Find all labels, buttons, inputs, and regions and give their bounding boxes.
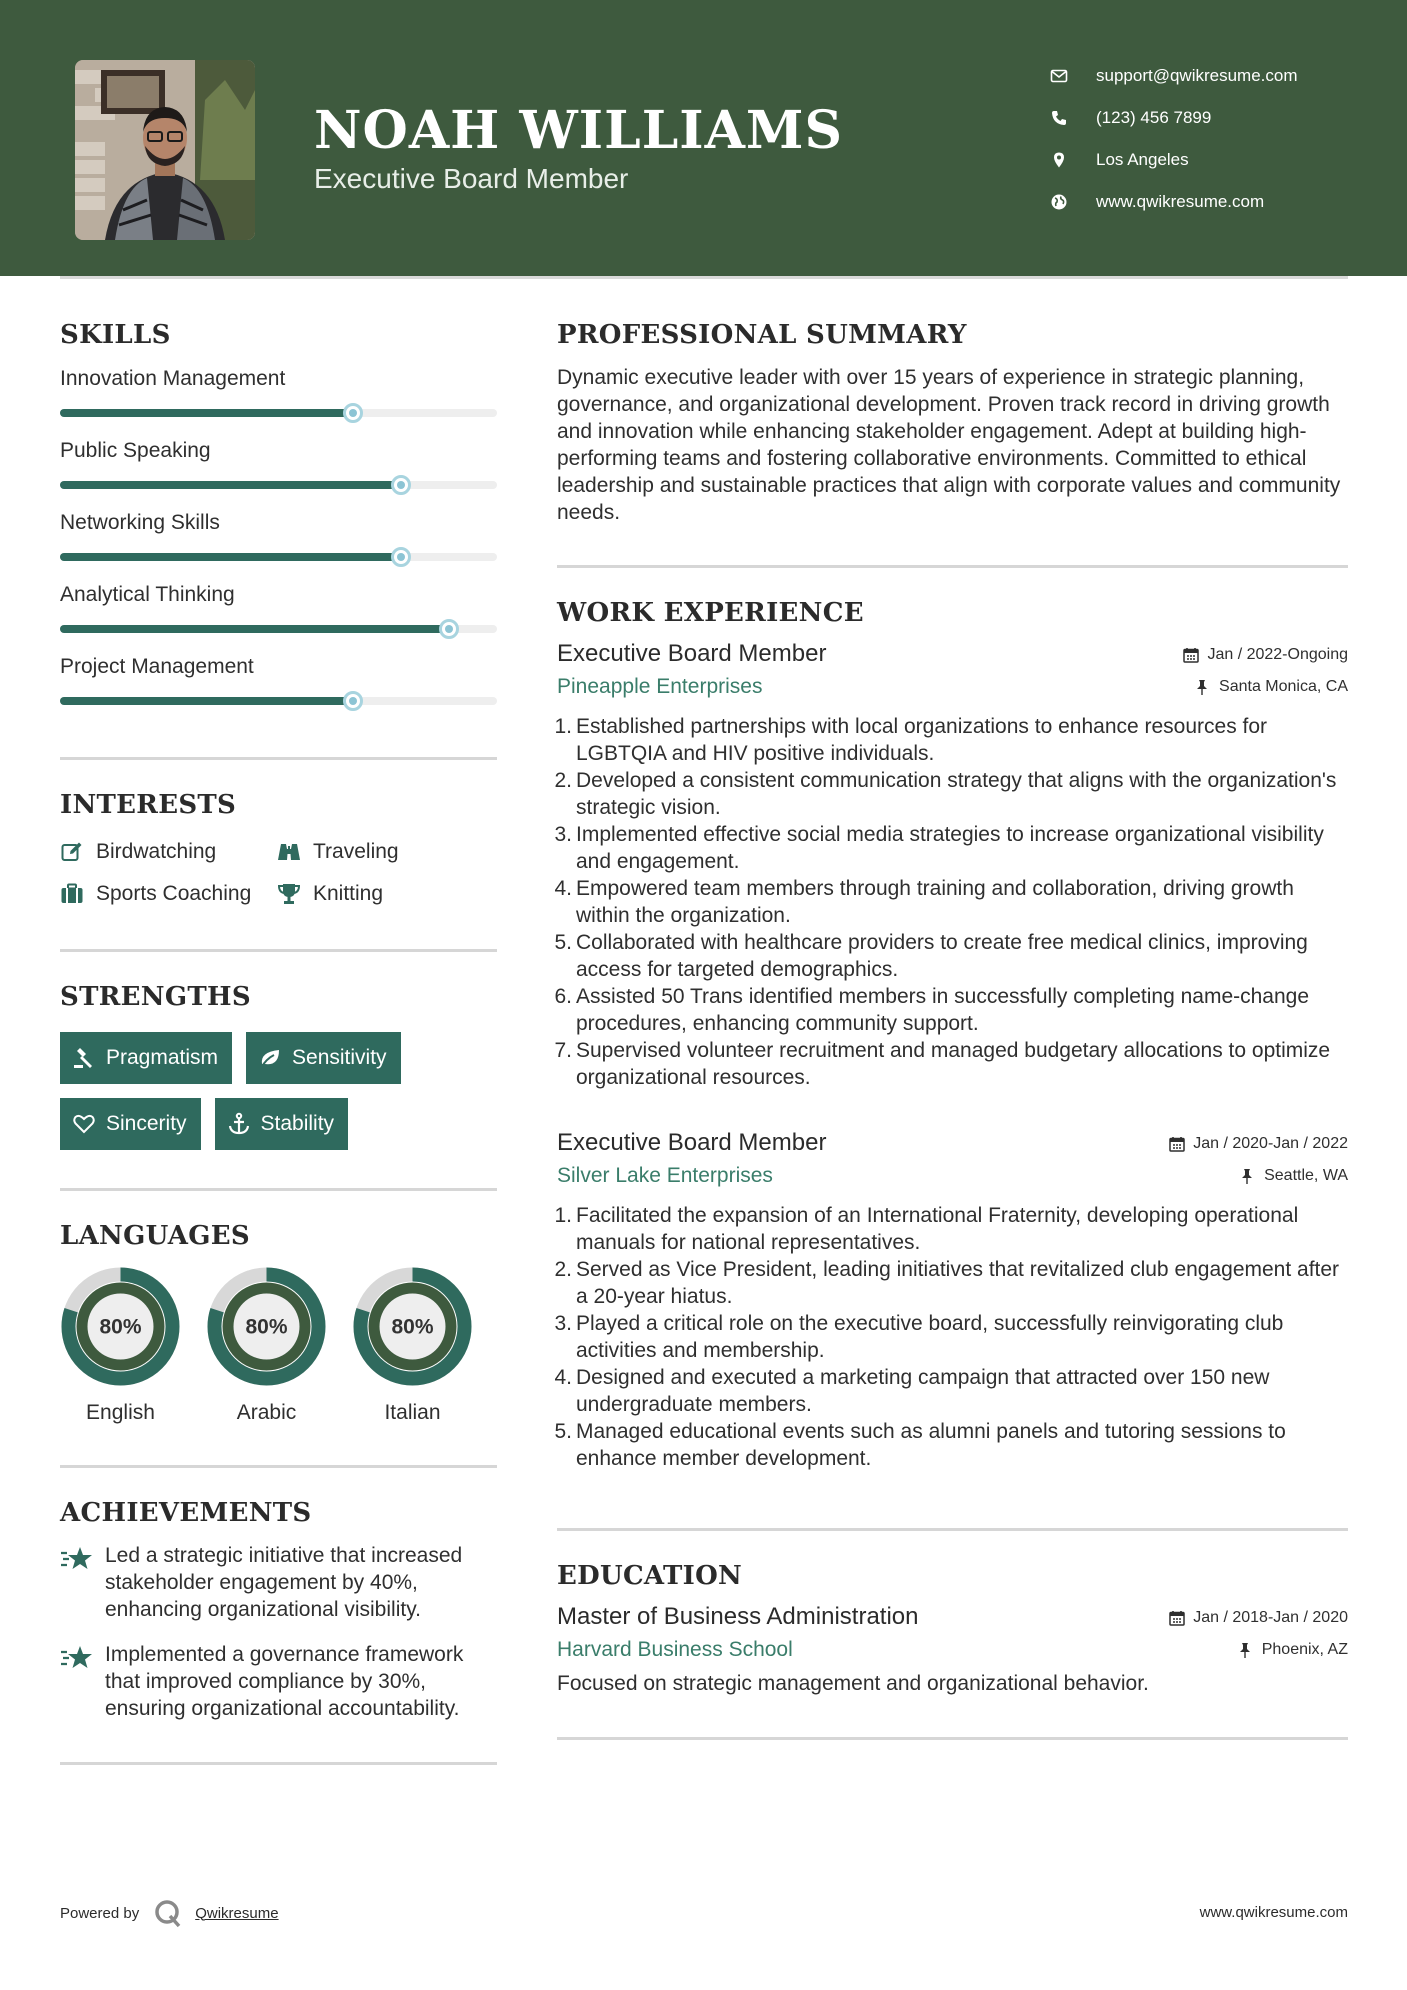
interest-label: Traveling xyxy=(313,840,399,863)
profile-photo xyxy=(75,60,255,240)
skills-list xyxy=(60,367,497,705)
pushpin-icon xyxy=(1195,679,1209,695)
education-degree: Master of Business Administration xyxy=(557,1603,919,1630)
contact-email[interactable] xyxy=(1050,55,1380,97)
job-bullet: 4. Empowered team members through training and collaboration, driving growth within the organization. xyxy=(554,877,1294,927)
achievement-text: Led a strategic initiative that increased stakeholder engagement by 40%, enhancing organizational visibility. xyxy=(105,1544,463,1621)
strengths-title: STRENGTHS xyxy=(60,982,251,1012)
language-name: Italian xyxy=(384,1401,441,1424)
summary-title: PROFESSIONAL SUMMARY xyxy=(557,320,967,350)
pushpin-icon xyxy=(1238,1642,1252,1658)
interests-title: INTERESTS xyxy=(60,790,237,820)
skill-item xyxy=(60,511,497,561)
contact-list xyxy=(1050,55,1380,223)
skill-name: Public Speaking xyxy=(60,439,211,462)
contact-phone[interactable] xyxy=(1050,97,1380,139)
section-divider xyxy=(60,1465,497,1468)
section-divider xyxy=(557,565,1348,568)
skill-level-fill xyxy=(60,697,353,705)
heart-icon xyxy=(72,1112,96,1136)
section-divider xyxy=(557,1737,1348,1740)
candidate-role: Executive Board Member xyxy=(314,163,629,194)
job-bullet: 3. Played a critical role on the executive board, successfully reinvigorating club activities and membership. xyxy=(554,1312,1284,1362)
skill-item xyxy=(60,367,497,417)
language-item xyxy=(352,1266,473,1425)
language-donut xyxy=(60,1266,181,1387)
achievement-item xyxy=(60,1641,497,1722)
summary-section xyxy=(557,320,1348,526)
pencil-square-icon xyxy=(60,840,84,864)
job-location: Santa Monica, CA xyxy=(1195,678,1348,696)
languages-section xyxy=(60,1221,497,1425)
skill-level-fill xyxy=(60,553,401,561)
contact-phone-text: (123) 456 7899 xyxy=(1096,108,1212,127)
left-column xyxy=(60,320,497,1765)
candidate-name: NOAH WILLIAMS xyxy=(314,100,844,161)
job-bullet: 7. Supervised volunteer recruitment and managed budgetary allocations to optimize organizational resources. xyxy=(554,1039,1331,1089)
job-location: Seattle, WA xyxy=(1240,1167,1348,1185)
anchor-icon xyxy=(227,1112,251,1136)
education-description: Focused on strategic management and organizational behavior. xyxy=(557,1672,1149,1695)
qwikresume-logo-icon xyxy=(153,1898,183,1928)
star-medal-icon xyxy=(60,1643,94,1673)
language-percent: 80% xyxy=(391,1315,434,1339)
education-entry xyxy=(557,1603,1348,1697)
language-percent: 80% xyxy=(245,1315,288,1339)
location-pin-icon xyxy=(1050,151,1080,169)
languages-list xyxy=(60,1266,497,1425)
interest-item xyxy=(277,882,477,906)
strength-chip xyxy=(60,1098,201,1150)
job-bullet: 4. Designed and executed a marketing campaign that attracted over 150 new undergraduate members. xyxy=(554,1366,1270,1416)
skill-item xyxy=(60,439,497,489)
experience-title: WORK EXPERIENCE xyxy=(557,598,864,628)
skill-level-bar xyxy=(60,481,497,489)
job-title: Executive Board Member xyxy=(557,1129,827,1156)
job-bullet: 2. Developed a consistent communication strategy that aligns with the organization's strategic vision. xyxy=(554,769,1337,819)
contact-website-text: www.qwikresume.com xyxy=(1096,192,1265,211)
job-bullet: 1. Established partnerships with local organizations to enhance resources for LGBTQIA and HIV positive individuals. xyxy=(554,715,1268,765)
interest-item xyxy=(60,882,277,906)
languages-title: LANGUAGES xyxy=(60,1221,250,1251)
header-divider xyxy=(60,276,1348,279)
skill-name: Analytical Thinking xyxy=(60,583,235,606)
interest-label: Birdwatching xyxy=(96,840,217,863)
right-column xyxy=(554,320,1348,1740)
interests-section xyxy=(60,790,497,906)
skill-level-knob xyxy=(343,403,363,423)
skill-name: Project Management xyxy=(60,655,254,678)
globe-icon xyxy=(1050,193,1080,211)
leaf-icon xyxy=(258,1046,282,1070)
skill-item xyxy=(60,655,497,705)
job-bullet: 2. Served as Vice President, leading initiatives that revitalized club engagement after a 20-year hiatus. xyxy=(554,1258,1340,1308)
job-bullets xyxy=(554,1202,1348,1472)
strength-chip xyxy=(60,1032,232,1084)
calendar-icon xyxy=(1183,647,1199,663)
skill-name: Networking Skills xyxy=(60,511,220,534)
education-date: Jan / 2018-Jan / 2020 xyxy=(1169,1609,1348,1627)
section-divider xyxy=(60,949,497,952)
phone-icon xyxy=(1050,109,1080,127)
interests-list xyxy=(60,840,497,906)
contact-location xyxy=(1050,139,1380,181)
job-bullets xyxy=(554,713,1348,1091)
skill-level-knob xyxy=(343,691,363,711)
interest-item xyxy=(60,840,277,864)
job-entry xyxy=(554,640,1348,1091)
resume-header xyxy=(0,0,1407,276)
strengths-list xyxy=(60,1032,480,1150)
strength-label: Sincerity xyxy=(106,1112,187,1135)
language-item xyxy=(206,1266,327,1425)
skill-level-fill xyxy=(60,625,449,633)
binoculars-icon xyxy=(277,840,301,864)
job-bullet: 5. Managed educational events such as alumni panels and tutoring sessions to enhance member development. xyxy=(554,1420,1286,1470)
job-date: Jan / 2022-Ongoing xyxy=(1183,646,1348,664)
achievement-item xyxy=(60,1542,497,1623)
skill-level-knob xyxy=(391,547,411,567)
jobs-list xyxy=(554,640,1348,1472)
achievement-text: Implemented a governance framework that improved compliance by 30%, ensuring organizational accountability. xyxy=(105,1643,464,1720)
job-bullet: 6. Assisted 50 Trans identified members in successfully completing name-change procedures, enhancing community support. xyxy=(554,985,1310,1035)
skill-level-knob xyxy=(391,475,411,495)
education-school: Harvard Business School xyxy=(557,1638,793,1661)
interest-label: Sports Coaching xyxy=(96,882,252,905)
job-entry xyxy=(554,1129,1348,1472)
education-section xyxy=(557,1561,1348,1697)
summary-text: Dynamic executive leader with over 15 years of experience in strategic planning, governance, and organizational development. Proven track record in driving growth and innovation while enhancing stakeholder engagement. Adept at building high-performing teams and fostering collaborative environments. Committed to ethical leadership and sustainable practices that align with corporate values and community needs. xyxy=(557,366,1341,524)
education-location: Phoenix, AZ xyxy=(1238,1641,1348,1659)
envelope-icon xyxy=(1050,67,1080,85)
education-title: EDUCATION xyxy=(557,1561,743,1591)
job-bullet: 3. Implemented effective social media strategies to increase organizational visibility and engagement. xyxy=(554,823,1324,873)
strength-label: Sensitivity xyxy=(292,1046,387,1069)
skill-level-knob xyxy=(439,619,459,639)
star-medal-icon xyxy=(60,1544,94,1574)
language-percent: 80% xyxy=(99,1315,142,1339)
skill-level-bar xyxy=(60,697,497,705)
calendar-icon xyxy=(1169,1136,1185,1152)
skills-title: SKILLS xyxy=(60,320,171,350)
interest-item xyxy=(277,840,477,864)
job-company: Pineapple Enterprises xyxy=(557,675,763,698)
skill-item xyxy=(60,583,497,633)
powered-by-text: Powered by xyxy=(60,1904,140,1922)
strength-chip xyxy=(246,1032,401,1084)
contact-email-text: support@qwikresume.com xyxy=(1096,66,1298,85)
strength-chip xyxy=(215,1098,349,1150)
job-title: Executive Board Member xyxy=(557,640,827,667)
strength-label: Pragmatism xyxy=(106,1046,219,1069)
section-divider xyxy=(557,1528,1348,1531)
section-divider xyxy=(60,1762,497,1765)
briefcase-icon xyxy=(60,882,84,906)
gavel-icon xyxy=(72,1046,96,1070)
language-name: Arabic xyxy=(236,1401,297,1424)
skill-level-bar xyxy=(60,553,497,561)
skill-level-fill xyxy=(60,481,401,489)
job-company: Silver Lake Enterprises xyxy=(557,1164,773,1187)
language-donut xyxy=(352,1266,473,1387)
language-item xyxy=(60,1266,181,1425)
strength-label: Stability xyxy=(260,1112,335,1135)
achievements-title: ACHIEVEMENTS xyxy=(60,1498,312,1528)
interest-label: Knitting xyxy=(313,882,384,905)
strengths-section xyxy=(60,982,497,1150)
skill-level-fill xyxy=(60,409,353,417)
job-bullet: 1. Facilitated the expansion of an International Fraternity, developing operational manuals for national representatives. xyxy=(554,1204,1299,1254)
qwikresume-link[interactable]: Qwikresume xyxy=(195,1904,279,1922)
contact-website[interactable] xyxy=(1050,181,1380,223)
skills-section xyxy=(60,320,497,705)
contact-location-text: Los Angeles xyxy=(1096,150,1189,169)
calendar-icon xyxy=(1169,1610,1185,1626)
skill-level-bar xyxy=(60,625,497,633)
experience-section xyxy=(554,598,1348,1472)
pushpin-icon xyxy=(1240,1168,1254,1184)
skill-name: Innovation Management xyxy=(60,367,286,390)
section-divider xyxy=(60,1188,497,1191)
language-donut xyxy=(206,1266,327,1387)
skill-level-bar xyxy=(60,409,497,417)
language-name: English xyxy=(86,1401,155,1424)
footer-website[interactable]: www.qwikresume.com xyxy=(1199,1904,1348,1921)
achievements-section xyxy=(60,1498,497,1722)
footer-powered-by xyxy=(60,1898,279,1928)
job-date: Jan / 2020-Jan / 2022 xyxy=(1169,1135,1348,1153)
job-bullet: 5. Collaborated with healthcare providers to create free medical clinics, improving access for targeted demographics. xyxy=(554,931,1308,981)
section-divider xyxy=(60,757,497,760)
trophy-icon xyxy=(277,882,301,906)
